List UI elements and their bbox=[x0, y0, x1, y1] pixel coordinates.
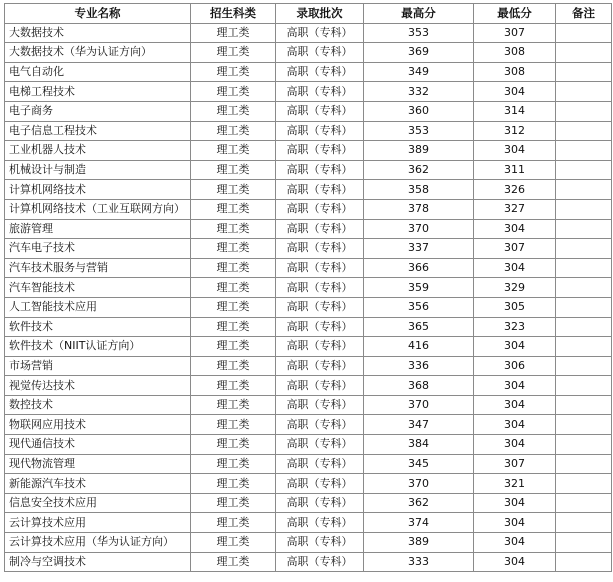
cell-min-score: 304 bbox=[474, 258, 556, 278]
table-row bbox=[5, 415, 612, 435]
cell-batch: 高职（专科） bbox=[276, 552, 364, 572]
table-row bbox=[5, 533, 612, 553]
table-row bbox=[5, 121, 612, 141]
cell-max-score: 347 bbox=[364, 415, 474, 435]
cell-note bbox=[556, 160, 612, 180]
cell-min-score: 304 bbox=[474, 552, 556, 572]
cell-type: 理工类 bbox=[191, 493, 276, 513]
table-row bbox=[5, 43, 612, 63]
header-type: 招生科类 bbox=[191, 4, 276, 24]
cell-note bbox=[556, 141, 612, 161]
cell-max-score: 356 bbox=[364, 297, 474, 317]
cell-note bbox=[556, 337, 612, 357]
cell-note bbox=[556, 101, 612, 121]
cell-batch: 高职（专科） bbox=[276, 180, 364, 200]
cell-type: 理工类 bbox=[191, 141, 276, 161]
cell-type: 理工类 bbox=[191, 474, 276, 494]
cell-major: 软件技术 bbox=[5, 317, 191, 337]
cell-note bbox=[556, 82, 612, 102]
cell-major: 现代物流管理 bbox=[5, 454, 191, 474]
cell-min-score: 308 bbox=[474, 43, 556, 63]
cell-batch: 高职（专科） bbox=[276, 43, 364, 63]
cell-major: 电子信息工程技术 bbox=[5, 121, 191, 141]
cell-min-score: 307 bbox=[474, 23, 556, 43]
cell-batch: 高职（专科） bbox=[276, 493, 364, 513]
table-row bbox=[5, 160, 612, 180]
cell-max-score: 362 bbox=[364, 493, 474, 513]
cell-major: 现代通信技术 bbox=[5, 435, 191, 455]
cell-major: 汽车电子技术 bbox=[5, 239, 191, 259]
cell-major: 电梯工程技术 bbox=[5, 82, 191, 102]
cell-min-score: 304 bbox=[474, 415, 556, 435]
cell-min-score: 306 bbox=[474, 356, 556, 376]
cell-major: 物联网应用技术 bbox=[5, 415, 191, 435]
cell-batch: 高职（专科） bbox=[276, 23, 364, 43]
cell-major: 大数据技术（华为认证方向） bbox=[5, 43, 191, 63]
cell-type: 理工类 bbox=[191, 376, 276, 396]
header-note: 备注 bbox=[556, 4, 612, 24]
cell-batch: 高职（专科） bbox=[276, 376, 364, 396]
cell-type: 理工类 bbox=[191, 239, 276, 259]
cell-major: 计算机网络技术（工业互联网方向） bbox=[5, 199, 191, 219]
cell-type: 理工类 bbox=[191, 199, 276, 219]
cell-batch: 高职（专科） bbox=[276, 160, 364, 180]
cell-batch: 高职（专科） bbox=[276, 435, 364, 455]
cell-min-score: 323 bbox=[474, 317, 556, 337]
cell-type: 理工类 bbox=[191, 415, 276, 435]
cell-type: 理工类 bbox=[191, 435, 276, 455]
cell-type: 理工类 bbox=[191, 23, 276, 43]
cell-min-score: 304 bbox=[474, 219, 556, 239]
cell-note bbox=[556, 199, 612, 219]
cell-note bbox=[556, 435, 612, 455]
cell-major: 新能源汽车技术 bbox=[5, 474, 191, 494]
cell-max-score: 368 bbox=[364, 376, 474, 396]
cell-min-score: 304 bbox=[474, 435, 556, 455]
table-row bbox=[5, 23, 612, 43]
header-max-score: 最高分 bbox=[364, 4, 474, 24]
cell-note bbox=[556, 533, 612, 553]
cell-type: 理工类 bbox=[191, 297, 276, 317]
table-row bbox=[5, 180, 612, 200]
cell-major: 数控技术 bbox=[5, 395, 191, 415]
cell-batch: 高职（专科） bbox=[276, 474, 364, 494]
cell-major: 市场营销 bbox=[5, 356, 191, 376]
table-row bbox=[5, 82, 612, 102]
cell-batch: 高职（专科） bbox=[276, 454, 364, 474]
cell-max-score: 370 bbox=[364, 474, 474, 494]
cell-major: 电子商务 bbox=[5, 101, 191, 121]
table-row bbox=[5, 101, 612, 121]
cell-note bbox=[556, 278, 612, 298]
table-body bbox=[5, 23, 612, 572]
cell-type: 理工类 bbox=[191, 101, 276, 121]
table-row bbox=[5, 513, 612, 533]
cell-batch: 高职（专科） bbox=[276, 199, 364, 219]
cell-min-score: 304 bbox=[474, 82, 556, 102]
table-row bbox=[5, 297, 612, 317]
cell-max-score: 353 bbox=[364, 121, 474, 141]
table-row bbox=[5, 395, 612, 415]
table-row bbox=[5, 239, 612, 259]
cell-note bbox=[556, 454, 612, 474]
cell-note bbox=[556, 356, 612, 376]
cell-batch: 高职（专科） bbox=[276, 219, 364, 239]
cell-max-score: 336 bbox=[364, 356, 474, 376]
cell-note bbox=[556, 474, 612, 494]
cell-batch: 高职（专科） bbox=[276, 121, 364, 141]
table-row bbox=[5, 474, 612, 494]
cell-min-score: 304 bbox=[474, 533, 556, 553]
cell-note bbox=[556, 219, 612, 239]
cell-major: 视觉传达技术 bbox=[5, 376, 191, 396]
table-row bbox=[5, 317, 612, 337]
cell-batch: 高职（专科） bbox=[276, 82, 364, 102]
cell-type: 理工类 bbox=[191, 82, 276, 102]
cell-type: 理工类 bbox=[191, 43, 276, 63]
cell-max-score: 345 bbox=[364, 454, 474, 474]
cell-note bbox=[556, 43, 612, 63]
cell-min-score: 304 bbox=[474, 376, 556, 396]
cell-batch: 高职（专科） bbox=[276, 101, 364, 121]
cell-note bbox=[556, 317, 612, 337]
cell-major: 大数据技术 bbox=[5, 23, 191, 43]
cell-note bbox=[556, 552, 612, 572]
cell-major: 信息安全技术应用 bbox=[5, 493, 191, 513]
cell-type: 理工类 bbox=[191, 121, 276, 141]
cell-max-score: 359 bbox=[364, 278, 474, 298]
cell-batch: 高职（专科） bbox=[276, 62, 364, 82]
cell-min-score: 307 bbox=[474, 239, 556, 259]
cell-major: 机械设计与制造 bbox=[5, 160, 191, 180]
header-major: 专业名称 bbox=[5, 4, 191, 24]
cell-type: 理工类 bbox=[191, 533, 276, 553]
cell-batch: 高职（专科） bbox=[276, 239, 364, 259]
cell-max-score: 389 bbox=[364, 141, 474, 161]
cell-min-score: 304 bbox=[474, 395, 556, 415]
cell-type: 理工类 bbox=[191, 160, 276, 180]
table-row bbox=[5, 552, 612, 572]
cell-batch: 高职（专科） bbox=[276, 513, 364, 533]
cell-min-score: 304 bbox=[474, 493, 556, 513]
cell-batch: 高职（专科） bbox=[276, 278, 364, 298]
cell-max-score: 360 bbox=[364, 101, 474, 121]
admission-score-table bbox=[4, 3, 612, 572]
cell-note bbox=[556, 239, 612, 259]
cell-major: 人工智能技术应用 bbox=[5, 297, 191, 317]
cell-min-score: 311 bbox=[474, 160, 556, 180]
cell-type: 理工类 bbox=[191, 278, 276, 298]
cell-note bbox=[556, 62, 612, 82]
cell-batch: 高职（专科） bbox=[276, 317, 364, 337]
cell-min-score: 304 bbox=[474, 337, 556, 357]
cell-max-score: 370 bbox=[364, 219, 474, 239]
cell-max-score: 416 bbox=[364, 337, 474, 357]
cell-note bbox=[556, 513, 612, 533]
cell-batch: 高职（专科） bbox=[276, 297, 364, 317]
cell-max-score: 349 bbox=[364, 62, 474, 82]
cell-max-score: 374 bbox=[364, 513, 474, 533]
cell-major: 制冷与空调技术 bbox=[5, 552, 191, 572]
cell-major: 云计算技术应用（华为认证方向） bbox=[5, 533, 191, 553]
cell-max-score: 353 bbox=[364, 23, 474, 43]
cell-max-score: 389 bbox=[364, 533, 474, 553]
table-row bbox=[5, 141, 612, 161]
cell-note bbox=[556, 258, 612, 278]
cell-max-score: 332 bbox=[364, 82, 474, 102]
cell-batch: 高职（专科） bbox=[276, 258, 364, 278]
cell-note bbox=[556, 23, 612, 43]
cell-max-score: 358 bbox=[364, 180, 474, 200]
cell-min-score: 314 bbox=[474, 101, 556, 121]
cell-type: 理工类 bbox=[191, 180, 276, 200]
cell-min-score: 312 bbox=[474, 121, 556, 141]
cell-max-score: 337 bbox=[364, 239, 474, 259]
cell-major: 汽车智能技术 bbox=[5, 278, 191, 298]
cell-max-score: 362 bbox=[364, 160, 474, 180]
cell-max-score: 333 bbox=[364, 552, 474, 572]
cell-type: 理工类 bbox=[191, 552, 276, 572]
cell-min-score: 327 bbox=[474, 199, 556, 219]
cell-type: 理工类 bbox=[191, 258, 276, 278]
cell-batch: 高职（专科） bbox=[276, 356, 364, 376]
cell-min-score: 304 bbox=[474, 513, 556, 533]
table-row bbox=[5, 454, 612, 474]
cell-type: 理工类 bbox=[191, 219, 276, 239]
cell-max-score: 384 bbox=[364, 435, 474, 455]
cell-type: 理工类 bbox=[191, 395, 276, 415]
cell-note bbox=[556, 297, 612, 317]
cell-batch: 高职（专科） bbox=[276, 337, 364, 357]
table-row bbox=[5, 356, 612, 376]
cell-min-score: 329 bbox=[474, 278, 556, 298]
table-row bbox=[5, 258, 612, 278]
cell-note bbox=[556, 395, 612, 415]
table-row bbox=[5, 278, 612, 298]
table-row bbox=[5, 199, 612, 219]
cell-max-score: 378 bbox=[364, 199, 474, 219]
cell-batch: 高职（专科） bbox=[276, 415, 364, 435]
table-row bbox=[5, 62, 612, 82]
cell-major: 汽车技术服务与营销 bbox=[5, 258, 191, 278]
cell-note bbox=[556, 493, 612, 513]
table-row bbox=[5, 493, 612, 513]
cell-max-score: 370 bbox=[364, 395, 474, 415]
cell-major: 计算机网络技术 bbox=[5, 180, 191, 200]
cell-major: 电气自动化 bbox=[5, 62, 191, 82]
cell-batch: 高职（专科） bbox=[276, 533, 364, 553]
cell-major: 软件技术（NIIT认证方向） bbox=[5, 337, 191, 357]
table-row bbox=[5, 219, 612, 239]
header-row bbox=[5, 4, 612, 24]
table-row bbox=[5, 376, 612, 396]
cell-type: 理工类 bbox=[191, 337, 276, 357]
cell-max-score: 365 bbox=[364, 317, 474, 337]
cell-min-score: 326 bbox=[474, 180, 556, 200]
cell-note bbox=[556, 121, 612, 141]
cell-batch: 高职（专科） bbox=[276, 141, 364, 161]
cell-type: 理工类 bbox=[191, 62, 276, 82]
table-row bbox=[5, 435, 612, 455]
cell-major: 云计算技术应用 bbox=[5, 513, 191, 533]
cell-type: 理工类 bbox=[191, 356, 276, 376]
cell-min-score: 304 bbox=[474, 141, 556, 161]
cell-max-score: 369 bbox=[364, 43, 474, 63]
cell-batch: 高职（专科） bbox=[276, 395, 364, 415]
cell-min-score: 321 bbox=[474, 474, 556, 494]
cell-note bbox=[556, 415, 612, 435]
header-batch: 录取批次 bbox=[276, 4, 364, 24]
cell-type: 理工类 bbox=[191, 513, 276, 533]
cell-min-score: 307 bbox=[474, 454, 556, 474]
cell-type: 理工类 bbox=[191, 454, 276, 474]
cell-major: 工业机器人技术 bbox=[5, 141, 191, 161]
header-min-score: 最低分 bbox=[474, 4, 556, 24]
cell-type: 理工类 bbox=[191, 317, 276, 337]
cell-note bbox=[556, 376, 612, 396]
cell-min-score: 305 bbox=[474, 297, 556, 317]
table-row bbox=[5, 337, 612, 357]
cell-min-score: 308 bbox=[474, 62, 556, 82]
cell-note bbox=[556, 180, 612, 200]
cell-max-score: 366 bbox=[364, 258, 474, 278]
cell-major: 旅游管理 bbox=[5, 219, 191, 239]
